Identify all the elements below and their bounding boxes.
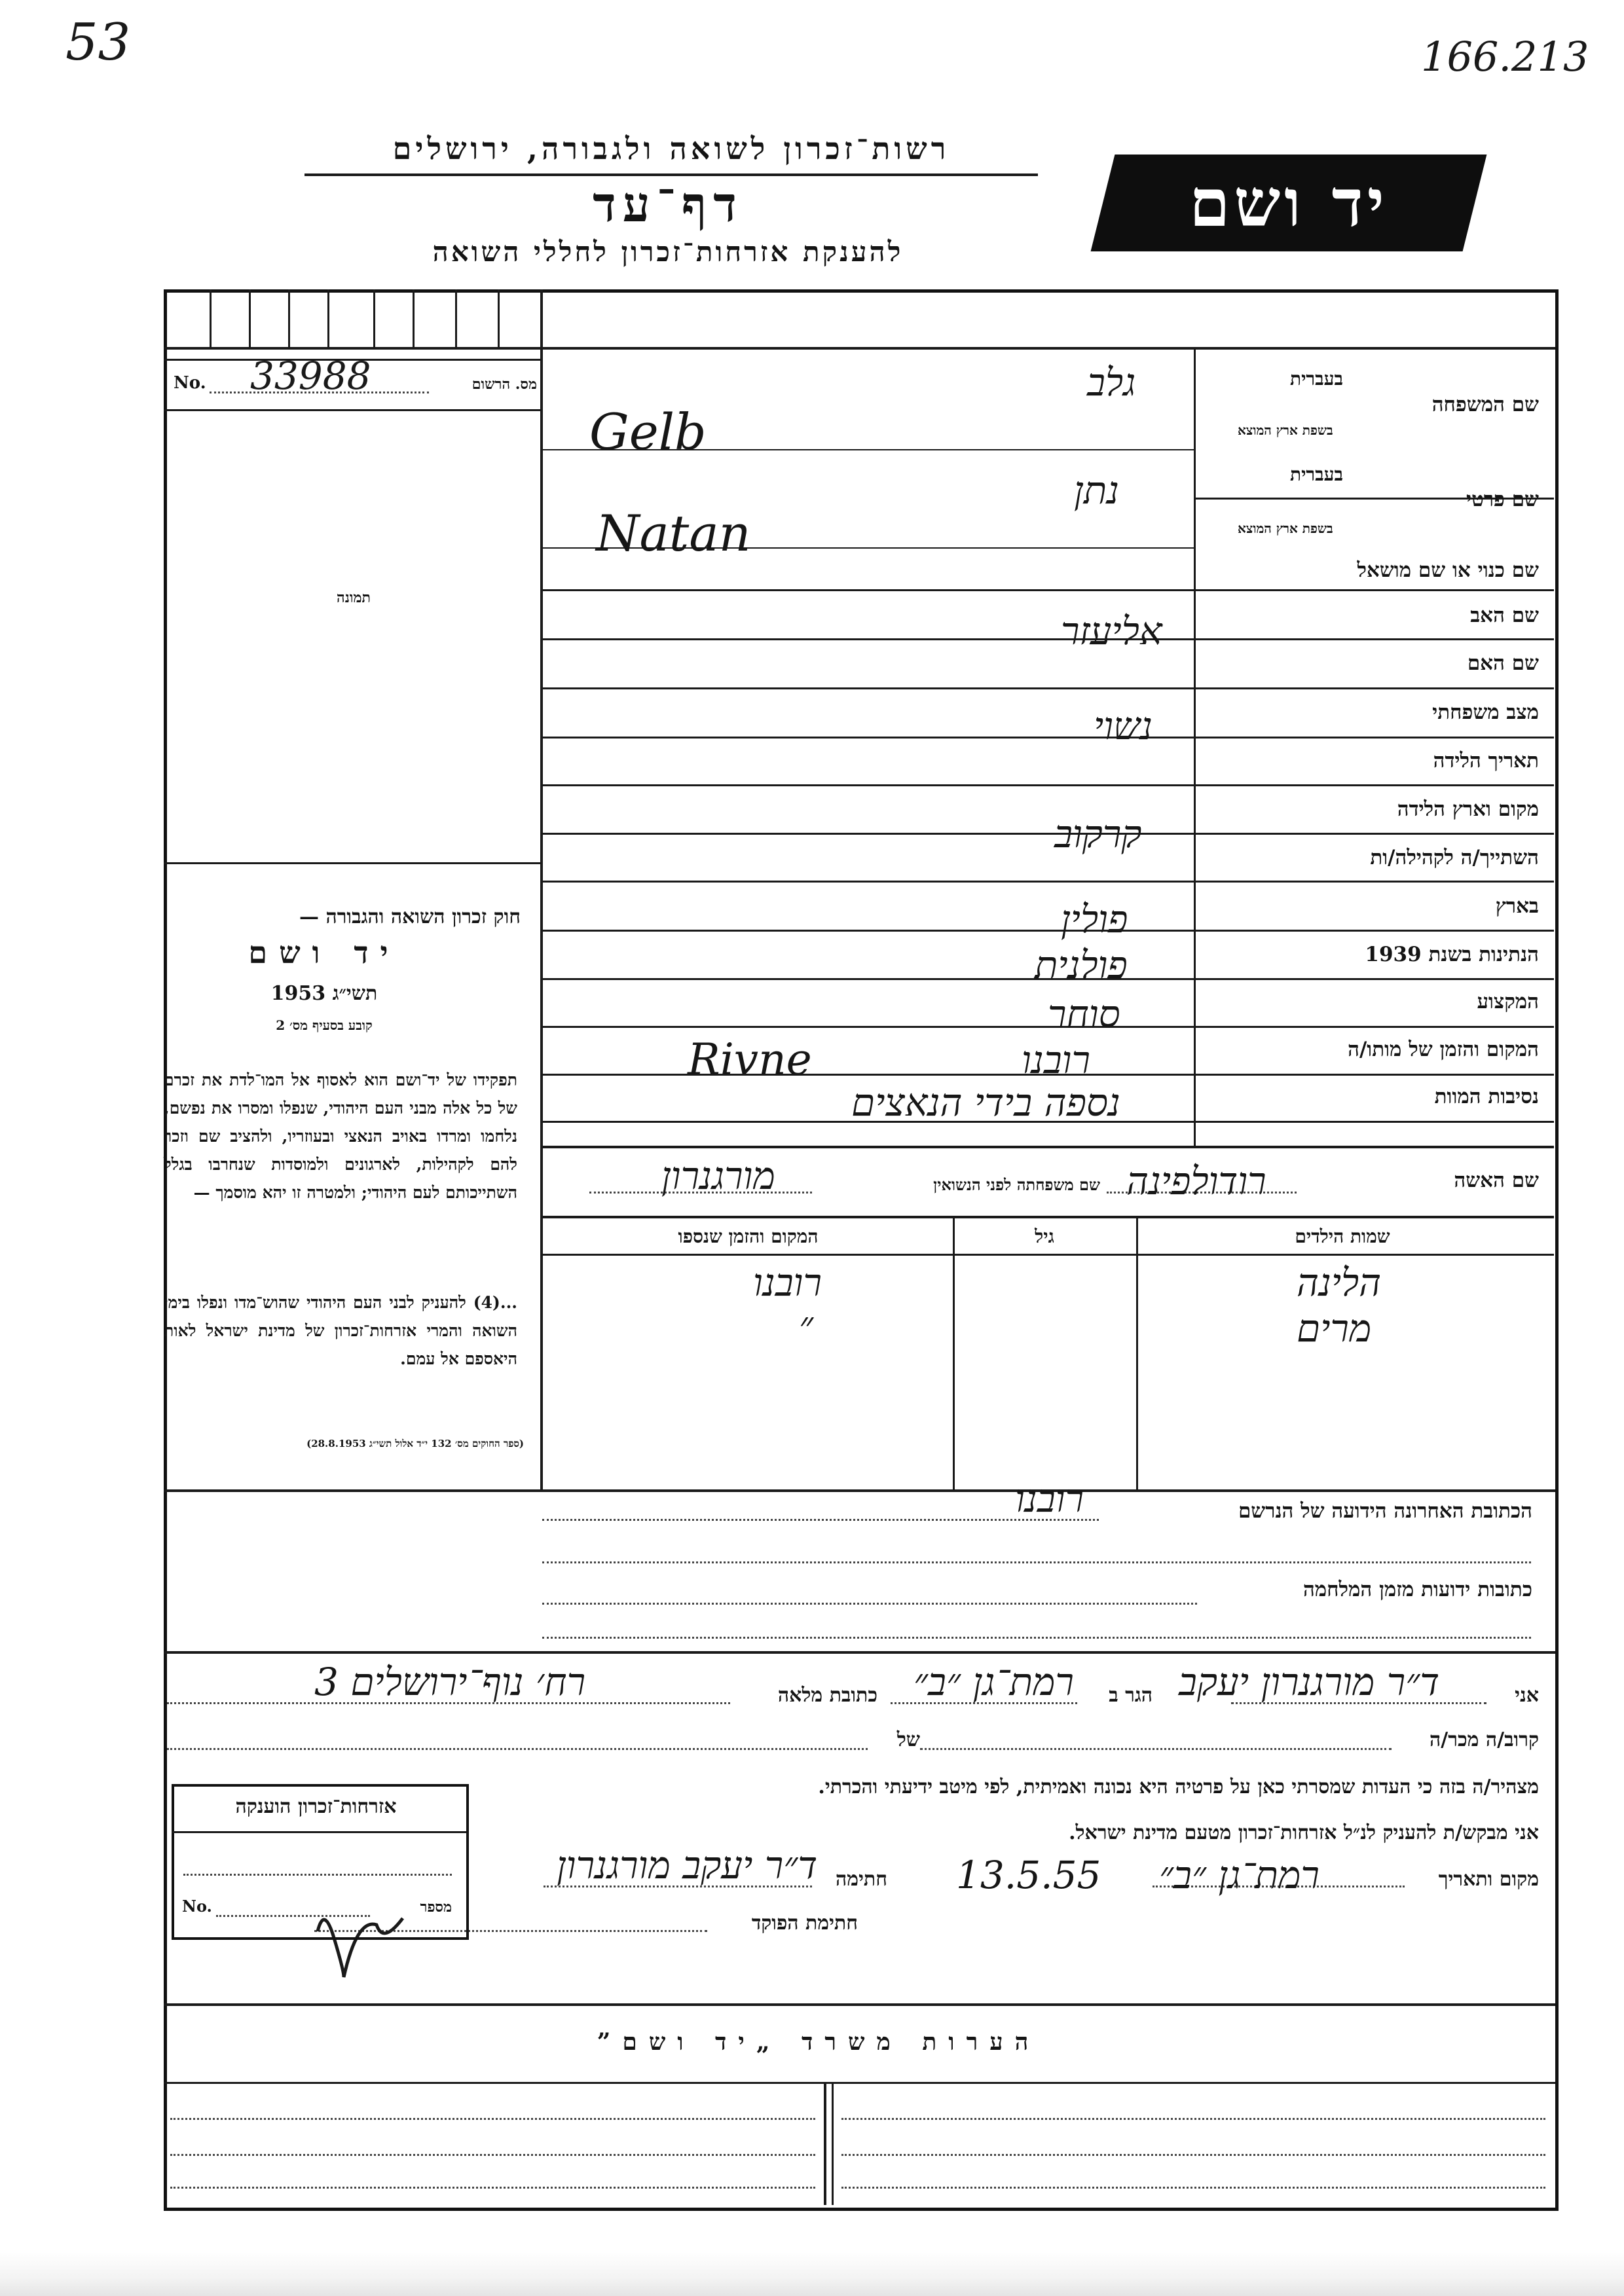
first-name-sub-origin: בשפת ארץ המוצא	[1238, 520, 1333, 536]
yad-vashem-logo	[1094, 157, 1484, 249]
relative-label: קרוב/ה מכר/ה	[1430, 1728, 1539, 1751]
registration-no-label: No.	[174, 373, 206, 393]
wife-label: שם האשה	[1454, 1169, 1539, 1192]
declarant-name: ד״ר מורגנרון יעקב	[1179, 1660, 1440, 1704]
child-place-value: רובנו	[753, 1260, 822, 1305]
family-name-hebrew: גלב	[1087, 360, 1136, 405]
first-name-sub-hebrew: בעברית	[1290, 464, 1344, 485]
death-circumstances-value: נספה בידי הנאצים	[851, 1080, 1120, 1125]
scan-edge-noise	[0, 2252, 1624, 2296]
death-place-value: רובנו	[1022, 1038, 1090, 1082]
law-clause: קובע בסעיף מס׳ 2	[276, 1017, 373, 1033]
form-title: דף־עד	[593, 177, 743, 233]
citizenship-box-number-label: מספר	[420, 1899, 452, 1916]
children-place-header: המקום והזמן שנספו	[678, 1226, 819, 1247]
family-name-latin: Gelb	[589, 403, 707, 461]
law-name: יד ושם	[248, 935, 400, 970]
registration-number: 33988	[250, 354, 371, 398]
first-name-latin: Natan	[596, 504, 751, 562]
maiden-name-value: מורגנרון	[661, 1154, 775, 1198]
father-value: אליעזר	[1061, 609, 1162, 653]
child-place-ditto: ״	[799, 1303, 814, 1347]
request-text: אני מבקש/ת להעניק לנ״ל אזרחות־זכרון מטעם מדינת ישראל.	[1069, 1821, 1539, 1844]
authority-name: רשות־זכרון לשואה ולגבורה, ירושלים	[392, 131, 950, 166]
children-names-header: שמות הילדים	[1295, 1226, 1390, 1247]
law-paragraph-1: תפקידו של יד־ושם הוא לאסוף אל המו־לדת את זכרם של כל אלה מבני העם היהודי, שנפלו ומסרו את נפשם, נלחמו ומרדו באויב הנאצי ובעוזריו, ולהציב שם וזכר להם לקהילות, לארגונים ולמוסדות שנחרבו בגלל השתייכותם לעם היהודי; ולמטרה זו יהא מוסמך —	[164, 1070, 517, 1202]
declarant-i-label: אני	[1515, 1684, 1539, 1707]
child-name-1: הלינה	[1297, 1260, 1382, 1305]
family-name-label: שם המשפחה	[1431, 393, 1539, 416]
profession-label: המקצוע	[1477, 990, 1539, 1013]
mother-label: שם האם	[1467, 651, 1539, 675]
country-label: בארץ	[1495, 894, 1539, 918]
citizenship-1939-label: הנתינות בשנת 1939	[1365, 943, 1539, 966]
war-address-label: כתובות ידועות מזמן המלחמה	[1302, 1578, 1532, 1601]
place-date-label: מקום ותאריך	[1438, 1868, 1539, 1891]
file-reference-mark: 166.213	[1421, 33, 1589, 81]
declarant-signature: ד״ר יעקב מורגנרון	[557, 1843, 818, 1887]
children-age-header: גיל	[1035, 1226, 1054, 1247]
of-label: של	[896, 1728, 920, 1751]
last-address-value: רובנו	[1015, 1476, 1084, 1521]
registration-label: מס. הרשום	[471, 376, 537, 393]
declarant-address: רח׳ נוף־ירושלים 3	[314, 1660, 586, 1704]
law-citation: (ספר החוקים מס׳ 132 י״ד אלול תשי״ג 28.8.1953)	[306, 1438, 524, 1449]
full-address-label: כתובת מלאה	[777, 1684, 877, 1707]
family-name-sub-hebrew: בעברית	[1290, 368, 1344, 390]
law-year: תשי״ג 1953	[270, 982, 378, 1005]
child-name-2: מרים	[1297, 1306, 1372, 1351]
declaration-text: מצהיר/ה בזה כי העדות שמסרתי כאן על פרטיה היא נכונה ואמיתית, לפי מיטב ידיעתי והכרתי.	[818, 1776, 1539, 1798]
law-paragraph-2: ...(4) להעניק לבני העם היהודי שהוש־מדו ונפלו בימי השואה והמרי אזרחות־זכרון של מדינת ישראל לאות היאספם אל עמם.	[164, 1293, 517, 1368]
citizenship-box-no-label: No.	[182, 1897, 212, 1916]
signature-label: חתימה	[836, 1868, 887, 1891]
marital-status-value: נשוי	[1094, 704, 1153, 748]
notes-label: הערות משרד „יד ושם”	[597, 2028, 1041, 2056]
citizenship-box-title: אזרחות־זכרון הוענקה	[235, 1795, 397, 1818]
resides-in-label: הגר ב	[1109, 1684, 1153, 1707]
father-label: שם האב	[1470, 604, 1539, 627]
maiden-name-label: שם משפחתה לפני הנשואין	[933, 1175, 1100, 1194]
country-value: פולין	[1061, 897, 1128, 941]
birth-date-label: תאריך הלידה	[1433, 749, 1539, 773]
family-name-sub-origin: בשפת ארץ המוצא	[1238, 422, 1333, 438]
law-heading: חוק זכרון השואה והגבורה —	[299, 905, 521, 928]
first-name-label: שם פרטי	[1466, 488, 1539, 511]
last-address-label: הכתובת האחרונה הידועה של הנרשם	[1238, 1499, 1532, 1523]
death-place-latin: Rivne	[688, 1034, 812, 1085]
photo-label: תמונה	[337, 589, 371, 606]
community-value: קרקוב	[1054, 812, 1142, 856]
profession-value: סוחר	[1048, 992, 1120, 1036]
nickname-label: שם כנוי או שם מושאל	[1357, 558, 1539, 582]
officer-signature-label: חתימת הפוקד	[751, 1912, 858, 1935]
form-subtitle: להענקת אזרחות־זכרון לחללי השואה	[432, 236, 904, 268]
wife-value: רודולפינה	[1126, 1159, 1266, 1203]
first-name-hebrew: נתן	[1074, 468, 1120, 513]
marital-status-label: מצב משפחתי	[1432, 701, 1539, 724]
death-circumstances-label: נסיבות המוות	[1434, 1085, 1539, 1108]
birth-place-label: מקום וארץ הלידה	[1397, 797, 1539, 821]
signing-date: 13.5.55	[956, 1853, 1101, 1897]
declarant-city: רמת־גן ״ב״	[913, 1660, 1074, 1704]
page-number-mark: 53	[65, 13, 131, 72]
citizenship-1939-value: פולנית	[1035, 943, 1128, 987]
community-label: השתייך/ה לקהילה/ות	[1370, 846, 1539, 869]
signing-place: רמת־גן ״ב״	[1159, 1853, 1320, 1897]
death-place-label: המקום והזמן של מותו/ה	[1348, 1038, 1539, 1061]
logo-text: יד ושם	[1189, 164, 1388, 242]
